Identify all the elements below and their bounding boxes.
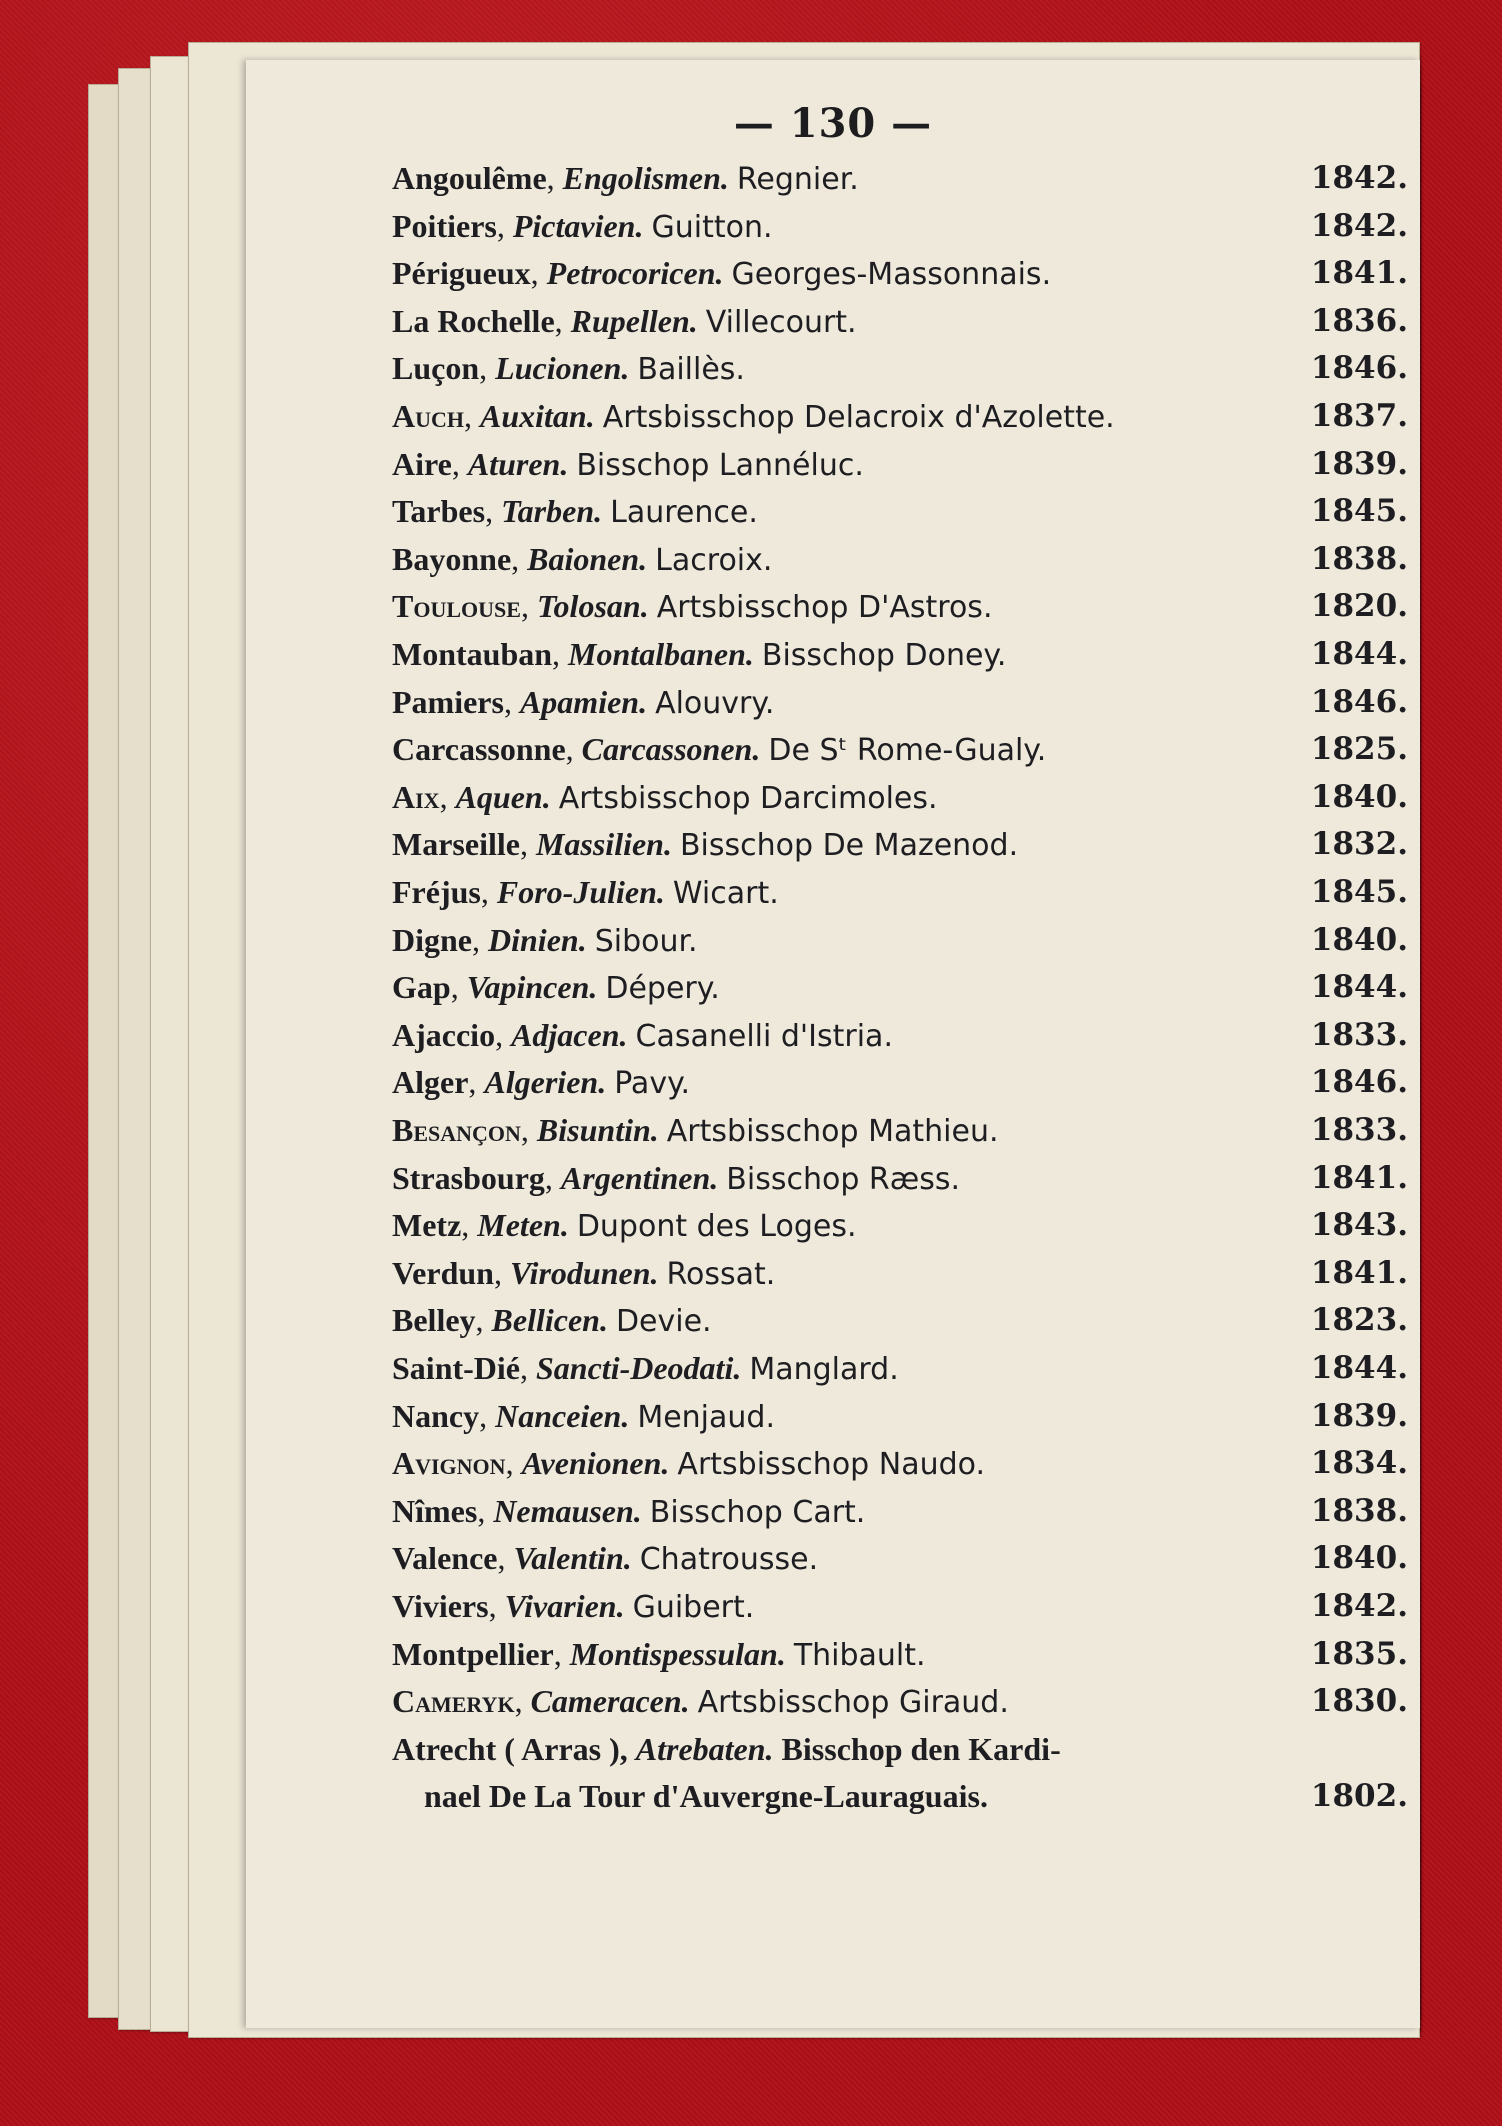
city-name: Cameryk xyxy=(392,1683,515,1720)
city-name: Atrecht ( Arras ), xyxy=(392,1730,628,1767)
bishop-name: Pavy. xyxy=(614,1066,691,1102)
city-name: Montpellier xyxy=(392,1635,554,1672)
entry-text: Alger, Algerien. Pavy. xyxy=(392,1064,691,1102)
list-item xyxy=(424,1776,1408,1816)
latin-name: Algerien. xyxy=(484,1064,607,1101)
bishop-name: Devie. xyxy=(615,1304,712,1340)
entry-text: Tarbes, Tarben. Laurence. xyxy=(392,493,758,531)
list-item xyxy=(392,1253,1408,1293)
year: 1842. xyxy=(1310,160,1408,196)
year: 1833. xyxy=(1310,1016,1408,1053)
list-item xyxy=(392,729,1408,769)
bishop-name: Guibert. xyxy=(632,1590,755,1625)
bishop-name: Bisschop Ræss. xyxy=(726,1161,960,1197)
list-item xyxy=(392,586,1408,626)
list-item xyxy=(392,158,1408,198)
list-item xyxy=(392,348,1408,388)
list-item xyxy=(392,1300,1408,1340)
city-name: Poitiers xyxy=(392,207,497,244)
city-name: Auch xyxy=(392,398,464,434)
list-item xyxy=(392,1586,1408,1626)
list-item xyxy=(392,1538,1408,1578)
city-name: Périgueux xyxy=(392,255,531,292)
bishop-name: Artsbisschop Giraud. xyxy=(697,1685,1009,1721)
list-item xyxy=(392,1491,1408,1531)
entry-text: Périgueux, Petrocoricen. Georges-Massonnais. xyxy=(392,255,1052,293)
year: 1839. xyxy=(1310,445,1408,482)
latin-name: Virodunen. xyxy=(509,1254,659,1291)
city-name: Saint-Dié xyxy=(392,1350,520,1386)
entry-text: Nîmes, Nemausen. Bisschop Cart. xyxy=(392,1492,866,1530)
entry-text: Ajaccio, Adjacen. Casanelli d'Istria. xyxy=(392,1016,893,1054)
year: 1841. xyxy=(1310,255,1408,292)
latin-name: Tarben. xyxy=(501,493,603,530)
year: 1840. xyxy=(1310,921,1408,958)
city-name: Viviers xyxy=(392,1588,489,1624)
entry-text: Poitiers, Pictavien. Guitton. xyxy=(392,207,773,245)
city-name: Ajaccio xyxy=(392,1016,496,1053)
year: 1840. xyxy=(1310,1540,1408,1577)
city-name: Montauban xyxy=(392,636,553,672)
bishop-name: Artsbisschop D'Astros. xyxy=(656,590,993,626)
year: 1836. xyxy=(1310,302,1408,339)
latin-name: Foro-Julien. xyxy=(496,874,665,910)
list-item xyxy=(392,682,1408,722)
bishop-name: Georges-Massonnais. xyxy=(731,257,1052,293)
entry-text: Cameryk, Cameracen. Artsbisschop Giraud. xyxy=(392,1683,1009,1721)
bishop-name: Bisschop De Mazenod. xyxy=(679,828,1019,864)
entry-text: Fréjus, Foro-Julien. Wicart. xyxy=(392,874,779,911)
bishop-name: nael De La Tour d'Auvergne-Lauraguais. xyxy=(424,1778,988,1815)
latin-name: Bellicen. xyxy=(491,1302,608,1339)
entry-text: La Rochelle, Rupellen. Villecourt. xyxy=(392,302,857,340)
city-name: Marseille xyxy=(392,826,520,863)
city-name: Toulouse xyxy=(392,588,521,625)
city-name: Gap xyxy=(392,969,451,1006)
latin-name: Avenionen. xyxy=(521,1445,670,1482)
year: 1834. xyxy=(1310,1445,1408,1482)
year: 1842. xyxy=(1310,1588,1408,1624)
list-item xyxy=(392,634,1408,674)
entry-text: Verdun, Virodunen. Rossat. xyxy=(392,1254,776,1292)
list-item xyxy=(392,824,1408,864)
bishop-name: Baillès. xyxy=(637,352,745,388)
city-name: Nîmes xyxy=(392,1492,478,1529)
latin-name: Engolismen. xyxy=(562,160,729,196)
bishop-name: Casanelli d'Istria. xyxy=(635,1018,893,1054)
latin-name: Montalbanen. xyxy=(568,636,754,672)
bishop-name: Manglard. xyxy=(749,1352,899,1387)
bishop-name: Lacroix. xyxy=(655,542,773,578)
list-item xyxy=(392,206,1408,246)
list-item xyxy=(392,920,1408,960)
year: 1830. xyxy=(1310,1683,1408,1720)
entry-text: Pamiers, Apamien. Alouvry. xyxy=(392,683,775,721)
latin-name: Pictavien. xyxy=(512,207,644,244)
list-item xyxy=(392,777,1408,817)
bishop-name: Menjaud. xyxy=(637,1399,775,1435)
page-number: — 130 — xyxy=(733,100,933,147)
city-name: Angoulême xyxy=(392,160,547,196)
latin-name: Argentinen. xyxy=(560,1159,719,1196)
city-name: Besançon xyxy=(392,1112,521,1148)
entry-text: Valence, Valentin. Chatrousse. xyxy=(392,1540,819,1578)
latin-name: Aquen. xyxy=(455,778,551,815)
list-item xyxy=(392,1729,1408,1769)
year: 1823. xyxy=(1310,1302,1408,1339)
city-name: Tarbes xyxy=(392,493,486,530)
year: 1838. xyxy=(1310,1492,1408,1529)
bishop-name: Alouvry. xyxy=(655,685,775,721)
latin-name: Vivarien. xyxy=(504,1588,625,1624)
year: 1846. xyxy=(1310,1064,1408,1101)
latin-name: Valentin. xyxy=(513,1540,632,1577)
latin-name: Petrocoricen. xyxy=(546,255,724,292)
city-name: Valence xyxy=(392,1540,498,1577)
list-item xyxy=(392,1443,1408,1483)
latin-name: Meten. xyxy=(477,1207,569,1244)
year: 1843. xyxy=(1310,1207,1408,1244)
latin-name: Baionen. xyxy=(527,540,648,577)
year: 1820. xyxy=(1310,588,1408,625)
latin-name: Tolosan. xyxy=(536,588,649,625)
bishop-name: Dupont des Loges. xyxy=(576,1209,857,1245)
bishop-name: Bisschop Cart. xyxy=(649,1494,866,1530)
year: 1844. xyxy=(1310,1350,1408,1386)
city-name: Digne xyxy=(392,921,472,958)
bishop-name: De Sᵗ Rome-Gualy. xyxy=(768,733,1047,769)
list-item xyxy=(392,301,1408,341)
entry-text: Belley, Bellicen. Devie. xyxy=(392,1302,712,1340)
year: 1841. xyxy=(1310,1159,1408,1196)
list-item xyxy=(392,491,1408,531)
entry-text: Auch, Auxitan. Artsbisschop Delacroix d'Azolette. xyxy=(392,398,1115,435)
year: 1845. xyxy=(1310,874,1408,910)
latin-name: Massilien. xyxy=(535,826,672,863)
entry-text: Aire, Aturen. Bisschop Lannéluc. xyxy=(392,445,864,483)
latin-name: Montispessulan. xyxy=(569,1635,786,1672)
year: 1844. xyxy=(1310,969,1408,1006)
latin-name: Adjacen. xyxy=(511,1016,628,1053)
list-item xyxy=(392,396,1408,436)
latin-name: Nemausen. xyxy=(493,1492,642,1529)
bishop-name: Wicart. xyxy=(672,876,779,911)
list-item xyxy=(392,444,1408,484)
entry-text: Bayonne, Baionen. Lacroix. xyxy=(392,540,773,578)
latin-name: Sancti-Deodati. xyxy=(536,1350,742,1386)
bishop-name: Regnier. xyxy=(736,162,859,197)
latin-name: Vapincen. xyxy=(466,969,598,1006)
city-name: La Rochelle xyxy=(392,302,555,339)
bishop-name: Artsbisschop Delacroix d'Azolette. xyxy=(602,400,1115,435)
entry-text: Besançon, Bisuntin. Artsbisschop Mathieu. xyxy=(392,1112,999,1149)
bishop-name: Chatrousse. xyxy=(639,1542,819,1578)
list-item xyxy=(392,539,1408,579)
entry-text xyxy=(392,1729,1061,1769)
entry-text: Montpellier, Montispessulan. Thibault. xyxy=(392,1635,926,1673)
bishop-name: Rossat. xyxy=(666,1256,776,1292)
bishop-name: Dépery. xyxy=(605,971,720,1007)
city-name: Nancy xyxy=(392,1397,480,1434)
list-item xyxy=(392,1062,1408,1102)
entry-text: Toulouse, Tolosan. Artsbisschop D'Astros. xyxy=(392,588,993,626)
city-name: Carcassonne xyxy=(392,731,566,768)
entry-text: Avignon, Avenionen. Artsbisschop Naudo. xyxy=(392,1445,985,1483)
list-item xyxy=(392,1348,1408,1388)
year: 1839. xyxy=(1310,1397,1408,1434)
city-name: Pamiers xyxy=(392,683,504,720)
city-name: Strasbourg xyxy=(392,1159,545,1196)
bishop-name: Villecourt. xyxy=(705,304,857,340)
city-name: Aire xyxy=(392,445,452,482)
entry-text: Viviers, Vivarien. Guibert. xyxy=(392,1588,755,1625)
list-item xyxy=(392,253,1408,293)
entry-text: Angoulême, Engolismen. Regnier. xyxy=(392,160,859,197)
year: 1802. xyxy=(1310,1778,1408,1815)
entry-text: Saint-Dié, Sancti-Deodati. Manglard. xyxy=(392,1350,899,1387)
bishop-name: Bisschop den Kardi- xyxy=(781,1730,1061,1767)
year: 1846. xyxy=(1310,350,1408,387)
year: 1841. xyxy=(1310,1254,1408,1291)
latin-name: Dinien. xyxy=(488,921,587,958)
entry-text: Strasbourg, Argentinen. Bisschop Ræss. xyxy=(392,1159,960,1197)
entry-text: Luçon, Lucionen. Baillès. xyxy=(392,350,745,388)
bishop-name: Artsbisschop Naudo. xyxy=(677,1447,985,1483)
latin-name: Lucionen. xyxy=(495,350,630,387)
bishop-name: Guitton. xyxy=(651,209,773,245)
list-item xyxy=(392,967,1408,1007)
bishop-name: Bisschop Doney. xyxy=(761,638,1007,673)
latin-name: Rupellen. xyxy=(570,302,698,339)
year: 1838. xyxy=(1310,540,1408,577)
latin-name: Carcassonen. xyxy=(581,731,761,768)
entry-text: Montauban, Montalbanen. Bisschop Doney. xyxy=(392,636,1007,673)
year: 1825. xyxy=(1310,731,1408,768)
year: 1835. xyxy=(1310,1635,1408,1672)
latin-name: Aturen. xyxy=(467,445,569,482)
year: 1832. xyxy=(1310,826,1408,863)
entry-text: Nancy, Nanceien. Menjaud. xyxy=(392,1397,775,1435)
entry-text xyxy=(424,1776,988,1816)
latin-name: Apamien. xyxy=(519,683,648,720)
latin-name: Nanceien. xyxy=(495,1397,630,1434)
book-page xyxy=(246,60,1420,2028)
city-name: Metz xyxy=(392,1207,462,1244)
city-name: Verdun xyxy=(392,1254,494,1291)
bishop-name: Artsbisschop Mathieu. xyxy=(666,1114,999,1149)
year: 1833. xyxy=(1310,1112,1408,1148)
list-item xyxy=(392,1205,1408,1245)
latin-name: Auxitan. xyxy=(480,398,595,434)
bishop-name: Bisschop Lannéluc. xyxy=(576,447,864,483)
list-item xyxy=(392,1158,1408,1198)
year: 1842. xyxy=(1310,207,1408,244)
entry-text: Gap, Vapincen. Dépery. xyxy=(392,969,720,1007)
bishop-name: Thibault. xyxy=(793,1637,926,1673)
list-item xyxy=(392,1110,1408,1150)
city-name: Avignon xyxy=(392,1445,506,1482)
bishop-name: Sibour. xyxy=(594,923,698,959)
bishop-name: Laurence. xyxy=(610,495,758,531)
city-name: Luçon xyxy=(392,350,480,387)
list-item xyxy=(392,1396,1408,1436)
bishop-name: Artsbisschop Darcimoles. xyxy=(558,780,938,816)
year: 1846. xyxy=(1310,683,1408,720)
latin-name: Bisuntin. xyxy=(536,1112,659,1148)
city-name: Bayonne xyxy=(392,540,512,577)
latin-name: Cameracen. xyxy=(530,1683,690,1720)
entry-text: Aix, Aquen. Artsbisschop Darcimoles. xyxy=(392,778,938,816)
list-item xyxy=(392,1015,1408,1055)
latin-name: Atrebaten. xyxy=(635,1730,774,1767)
city-name: Alger xyxy=(392,1064,469,1101)
city-name: Aix xyxy=(392,778,440,815)
entry-text: Digne, Dinien. Sibour. xyxy=(392,921,698,959)
year: 1845. xyxy=(1310,493,1408,530)
year: 1844. xyxy=(1310,636,1408,672)
year: 1840. xyxy=(1310,778,1408,815)
list-item xyxy=(392,1634,1408,1674)
list-item xyxy=(392,1681,1408,1721)
entry-text: Carcassonne, Carcassonen. De Sᵗ Rome-Gualy. xyxy=(392,731,1047,769)
city-name: Belley xyxy=(392,1302,476,1339)
list-item xyxy=(392,872,1408,912)
year: 1837. xyxy=(1310,398,1408,434)
entry-text: Metz, Meten. Dupont des Loges. xyxy=(392,1207,857,1245)
entry-text: Marseille, Massilien. Bisschop De Mazenod. xyxy=(392,826,1019,864)
city-name: Fréjus xyxy=(392,874,481,910)
